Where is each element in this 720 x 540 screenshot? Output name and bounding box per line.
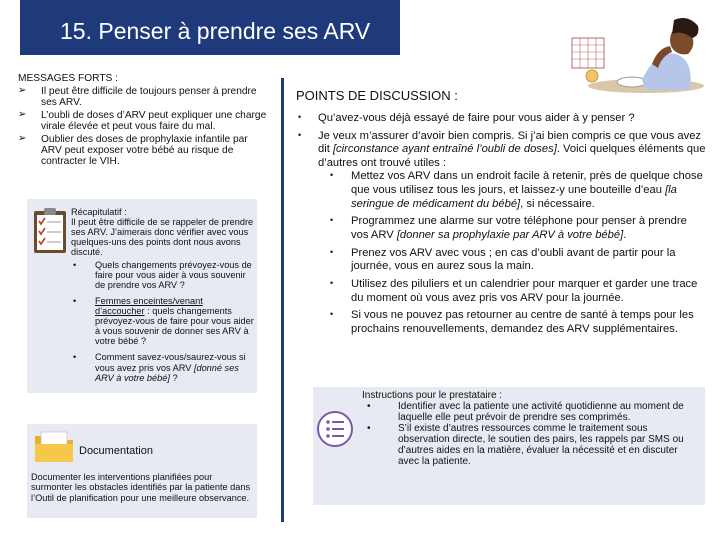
vertical-divider <box>281 78 284 522</box>
recap-text <box>71 207 254 389</box>
key-message-item: ➢ Oublier des doses de prophylaxie infantile par ARV peut exposer votre bébé au risque de contracter le VIH. <box>18 134 270 167</box>
tip-text: Programmez une alarme sur votre téléphone pour penser à prendre vos ARV <box>351 215 687 242</box>
tip-item: • Si vous ne pouvez pas retourner au centre de santé à temps pour les prochains renouvellements, demandez des ARV supplémentaires. <box>318 309 706 336</box>
tip-italic: [la seringue de médicament du bébé] <box>351 184 677 210</box>
recap-question <box>71 296 254 347</box>
discussion-italic: [circonstance ayant entraîné l’oubli de doses] <box>332 143 557 156</box>
discussion-text: Je veux m’assurer d’avoir bien compris. Si j’ai bien compris ce que vous avez dit <box>318 129 702 156</box>
tips-list <box>318 170 706 336</box>
tip-item: • Utilisez des piluliers et un calendrier pour marquer et garder une trace du moment où vous avez pris vos ARV pour la journée. <box>318 278 706 305</box>
tip-item <box>318 170 706 211</box>
documentation-title: Documentation <box>79 445 153 457</box>
recap-questions <box>71 260 254 383</box>
recap-question: • Quels changements prévoyez-vous de faire pour vous aider à vous souvenir de prendre vos ARV ? <box>71 260 254 290</box>
discussion-item: • Qu’avez-vous déjà essayé de faire pour vous aider à y penser ? <box>296 112 706 126</box>
provider-instructions-box <box>313 387 705 505</box>
discussion-points <box>296 88 706 341</box>
recap-question-end: ? <box>169 372 178 383</box>
recap-question-italic: [donné ses ARV à votre bébé] <box>95 362 239 383</box>
provider-list <box>362 402 700 468</box>
recap-box <box>27 199 257 393</box>
discussion-list <box>296 112 706 337</box>
key-message-item: ➢ L’oubli de doses d’ARV peut expliquer une charge virale élevée et peut vous faire du mal. <box>18 110 270 132</box>
key-message-item: ➢ Il peut être difficile de toujours penser à prendre ses ARV. <box>18 86 270 108</box>
discussion-text: . Voici quelques éléments que d’autres ont trouvé utiles : <box>318 143 706 169</box>
key-messages-heading: MESSAGES FORTS : <box>18 73 119 84</box>
tip-item <box>318 215 706 242</box>
tip-text: . <box>623 229 627 242</box>
key-messages <box>18 73 270 169</box>
checklist-icon <box>317 411 353 447</box>
provider-title: Instructions pour le prestataire : <box>362 390 503 401</box>
documentation-box <box>27 424 257 518</box>
title-banner <box>20 0 400 55</box>
tip-text: Mettez vos ARV dans un endroit facile à retenir, près de quelque chose que vous utilisez tous les jours, et laissez-y une bouteille d’eau <box>351 170 703 197</box>
recap-question-main: Comment savez-vous/saurez-vous si vous avez pris vos ARV <box>95 352 246 373</box>
provider-text <box>362 391 700 469</box>
recap-question-rest: : quels changements prévoyez-vous de faire pour vous aider à vous souvenir de donner ses ARV à votre bébé ? <box>95 305 254 347</box>
recap-question <box>71 352 254 382</box>
discussion-item <box>296 130 706 337</box>
discussion-title: POINTS DE DISCUSSION : <box>296 88 458 103</box>
provider-item: • S’il existe d’autres ressources comme le traitement sous observation directe, le soutien des pairs, les rappels par SMS ou d’autres aides en la matière, évaluer la nécessité et en discuter avec la patiente. <box>362 424 700 467</box>
tip-italic: [donner sa prophylaxie par ARV à votre bébé] <box>396 229 624 242</box>
tip-text: , si nécessaire. <box>520 197 595 210</box>
clipboard-checklist-icon <box>33 206 67 254</box>
recap-title: Récapitulatif : <box>71 207 127 217</box>
tip-item: • Prenez vos ARV avec vous ; en cas d’oubli avant de partir pour la journée, vous en aurez sous la main. <box>318 247 706 274</box>
folder-icon <box>33 430 75 464</box>
recap-intro: Il peut être difficile de se rappeler de prendre ses ARV. J’aimerais donc vérifier avec vous quelques-uns des points dont nous avons discuté. <box>71 217 254 258</box>
woman-eating-illustration <box>560 10 710 94</box>
documentation-text: Documenter les interventions planifiées pour surmonter les obstacles identifiés par la patiente dans l’Outil de planification pour une meilleure observance. <box>31 472 251 503</box>
page-title: 15. Penser à prendre ses ARV <box>60 18 371 44</box>
provider-item: • Identifier avec la patiente une activité quotidienne au moment de laquelle elle peut prévoir de prendre ses comprimés. <box>362 402 700 424</box>
key-messages-list <box>18 86 270 167</box>
recap-question-emphasis: Femmes enceintes/venant d’accoucher <box>95 295 203 316</box>
